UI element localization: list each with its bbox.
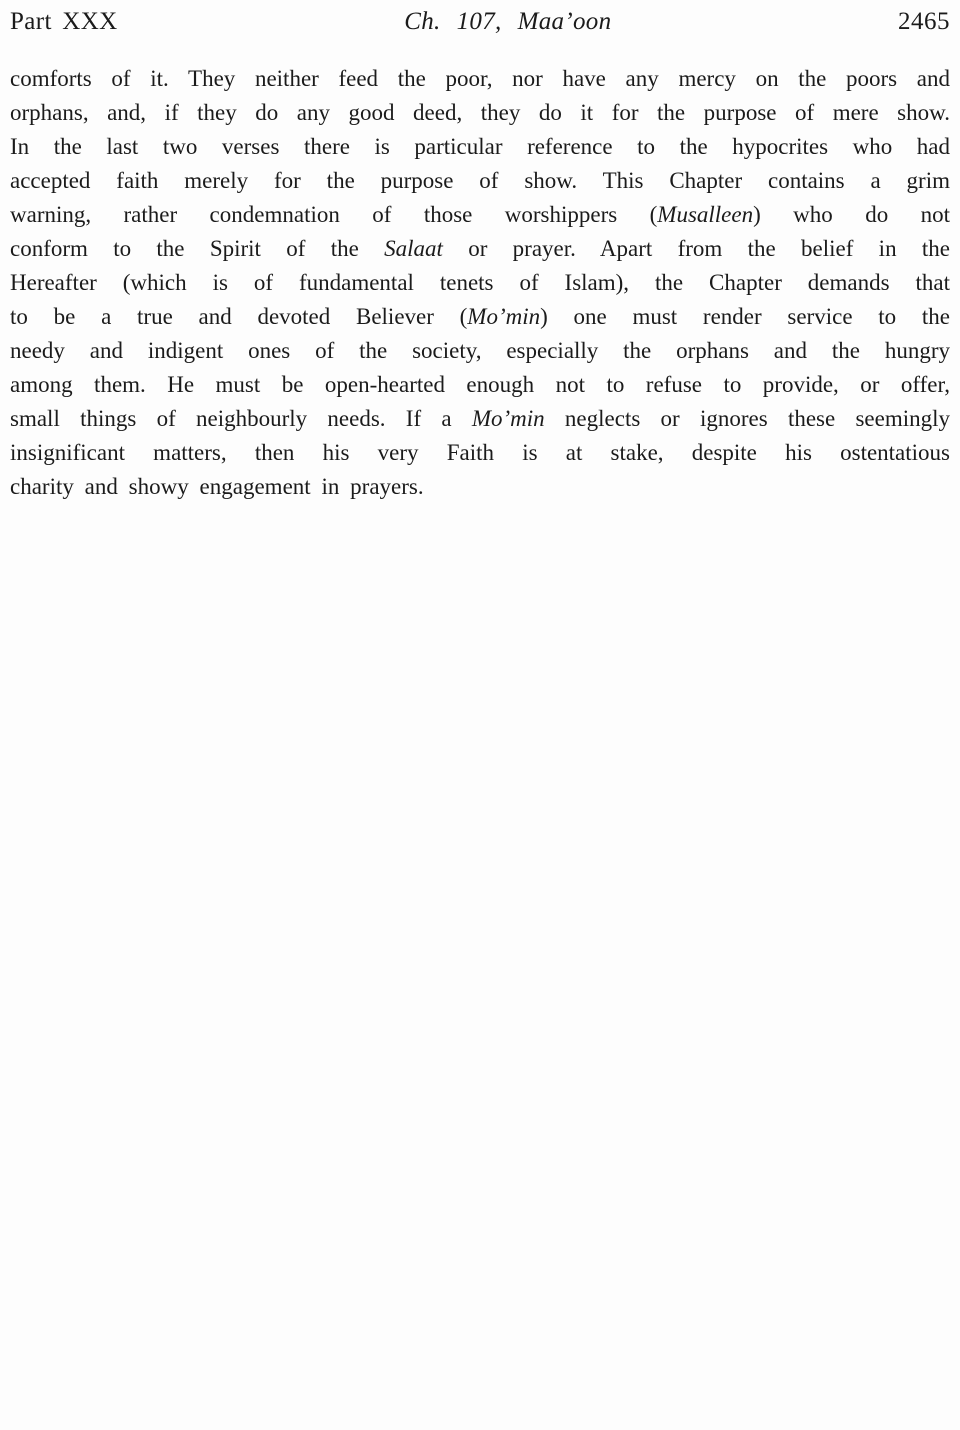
text-line	[10, 96, 950, 130]
text-segment: needy and indigent ones of the society, especially the orphans and the hungry	[10, 338, 950, 363]
text-segment: Hereafter (which is of fundamental tenets of Islam), the Chapter demands that	[10, 270, 950, 295]
text-line	[10, 300, 950, 334]
text-line	[10, 198, 950, 232]
text-segment: insignificant matters, then his very Faith is at stake, despite his ostentatious	[10, 440, 950, 465]
text-line	[10, 130, 950, 164]
text-line	[10, 266, 950, 300]
text-segment: charity and showy engagement in prayers.	[10, 474, 424, 499]
text-segment: or prayer. Apart from the belief in the	[442, 236, 950, 261]
italic-term: Mo’min	[471, 406, 545, 431]
text-line	[10, 470, 950, 504]
text-line	[10, 232, 950, 266]
text-segment: accepted faith merely for the purpose of show. This Chapter contains a grim	[10, 168, 950, 193]
text-line	[10, 334, 950, 368]
text-segment: In the last two verses there is particular reference to the hypocrites who had	[10, 134, 950, 159]
chapter-title: Ch. 107, Maa’oon	[404, 8, 612, 35]
text-segment: ) one must render service to the	[540, 304, 950, 329]
text-line	[10, 368, 950, 402]
text-segment: conform to the Spirit of the	[10, 236, 385, 261]
text-line	[10, 164, 950, 198]
text-line	[10, 62, 950, 96]
text-line	[10, 402, 950, 436]
text-segment: to be a true and devoted Believer (	[10, 304, 468, 329]
text-segment: orphans, and, if they do any good deed, they do it for the purpose of mere show.	[10, 100, 950, 125]
page-number: 2465	[898, 8, 950, 35]
italic-term: Salaat	[384, 236, 443, 261]
text-segment: neglects or ignores these seemingly	[544, 406, 950, 431]
text-line	[10, 436, 950, 470]
part-label: Part XXX	[10, 8, 118, 35]
page-header	[0, 0, 960, 36]
text-segment: comforts of it. They neither feed the poor, nor have any mercy on the poors and	[10, 66, 950, 91]
text-segment: warning, rather condemnation of those worshippers (	[10, 202, 658, 227]
italic-term: Mo’min	[467, 304, 541, 329]
italic-term: Musalleen	[657, 202, 754, 227]
page-body	[10, 62, 950, 504]
text-segment: among them. He must be open-hearted enough not to refuse to provide, or offer,	[10, 372, 950, 397]
text-segment: ) who do not	[753, 202, 950, 227]
text-segment: small things of neighbourly needs. If a	[10, 406, 472, 431]
